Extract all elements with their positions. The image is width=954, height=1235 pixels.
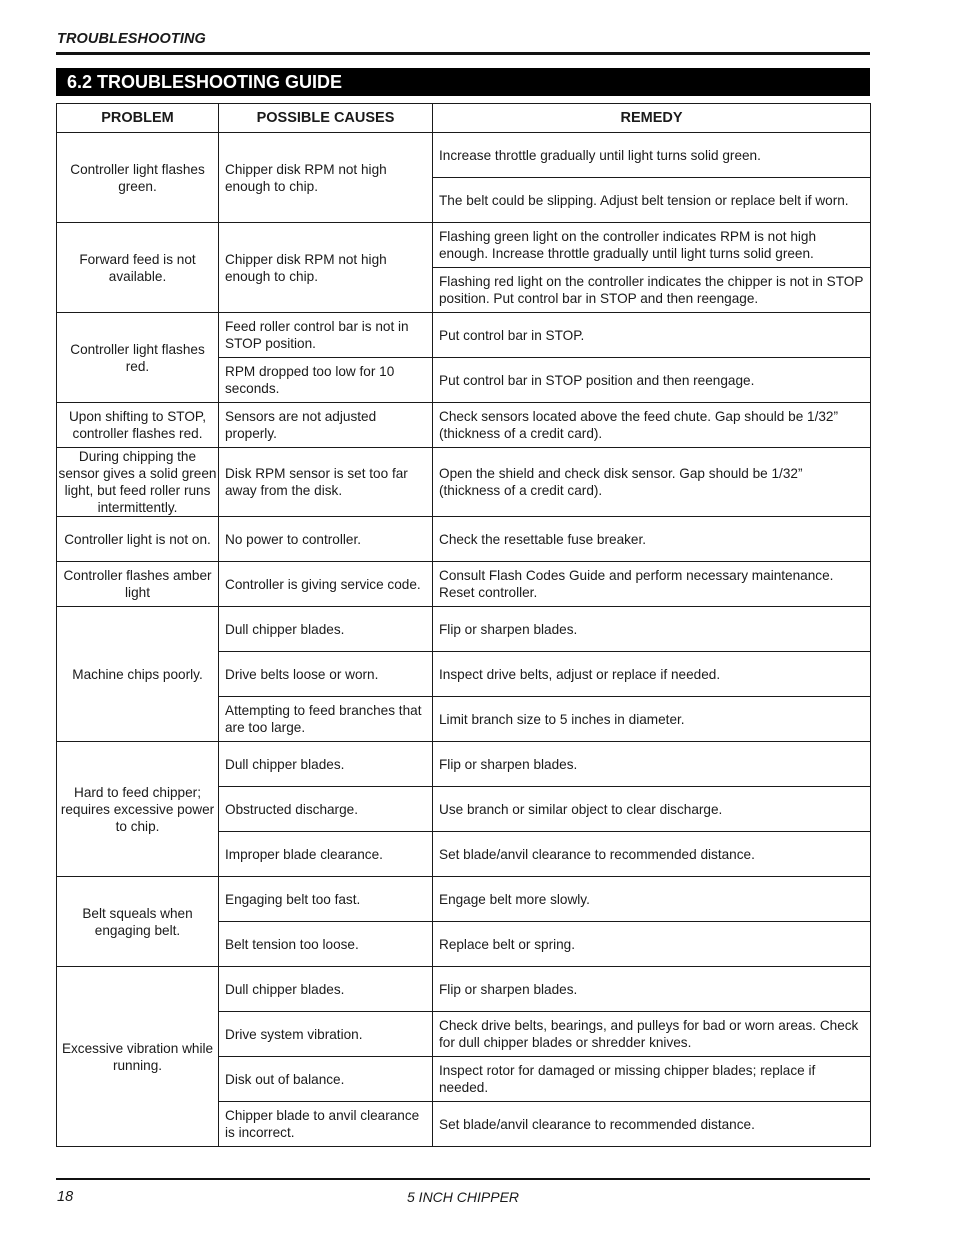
table-row	[57, 607, 871, 652]
cause-cell: Dull chipper blades.	[219, 967, 433, 1012]
troubleshooting-table	[56, 103, 871, 1147]
footer-rule	[56, 1178, 870, 1180]
cause-cell: Feed roller control bar is not in STOP position.	[219, 313, 433, 358]
problem-cell: Controller flashes amber light	[57, 562, 219, 607]
running-header: TROUBLESHOOTING	[57, 31, 206, 47]
table-row	[57, 967, 871, 1012]
table-row	[57, 133, 871, 178]
remedy-cell: Flashing red light on the controller indicates the chipper is not in STOP position. Put control bar in STOP and then reengage.	[433, 268, 871, 313]
table-row	[57, 562, 871, 607]
cause-cell: Dull chipper blades.	[219, 607, 433, 652]
remedy-cell: Limit branch size to 5 inches in diameter.	[433, 697, 871, 742]
problem-cell: Excessive vibration while running.	[57, 967, 219, 1147]
remedy-cell: Set blade/anvil clearance to recommended distance.	[433, 832, 871, 877]
cause-cell: Chipper blade to anvil clearance is incorrect.	[219, 1102, 433, 1147]
header-rule	[56, 52, 870, 55]
remedy-cell: Replace belt or spring.	[433, 922, 871, 967]
cause-cell: Belt tension too loose.	[219, 922, 433, 967]
problem-cell: Upon shifting to STOP, controller flashes red.	[57, 403, 219, 448]
remedy-cell: Inspect drive belts, adjust or replace if needed.	[433, 652, 871, 697]
column-header-remedy: REMEDY	[433, 104, 871, 133]
column-header-problem: PROBLEM	[57, 104, 219, 133]
cause-cell: Drive system vibration.	[219, 1012, 433, 1057]
remedy-cell: Put control bar in STOP.	[433, 313, 871, 358]
column-header-causes: POSSIBLE CAUSES	[219, 104, 433, 133]
remedy-cell: Flip or sharpen blades.	[433, 607, 871, 652]
problem-cell: Forward feed is not available.	[57, 223, 219, 313]
cause-cell: RPM dropped too low for 10 seconds.	[219, 358, 433, 403]
remedy-cell: Flashing green light on the controller indicates RPM is not high enough. Increase throttle gradually until light turns solid green.	[433, 223, 871, 268]
remedy-cell: Engage belt more slowly.	[433, 877, 871, 922]
problem-cell: Hard to feed chipper; requires excessive power to chip.	[57, 742, 219, 877]
cause-cell: Obstructed discharge.	[219, 787, 433, 832]
remedy-cell: Put control bar in STOP position and then reengage.	[433, 358, 871, 403]
remedy-cell: Set blade/anvil clearance to recommended distance.	[433, 1102, 871, 1147]
cause-cell: Attempting to feed branches that are too large.	[219, 697, 433, 742]
cause-cell: Chipper disk RPM not high enough to chip.	[219, 223, 433, 313]
problem-cell: Machine chips poorly.	[57, 607, 219, 742]
table-row	[57, 742, 871, 787]
section-title-bar: 6.2 TROUBLESHOOTING GUIDE	[56, 68, 870, 96]
cause-cell: Disk RPM sensor is set too far away from the disk.	[219, 448, 433, 517]
problem-cell: Controller light flashes green.	[57, 133, 219, 223]
table-row	[57, 877, 871, 922]
table-row	[57, 313, 871, 358]
remedy-cell: Check sensors located above the feed chute. Gap should be 1/32” (thickness of a credit card).	[433, 403, 871, 448]
table-row	[57, 403, 871, 448]
cause-cell: No power to controller.	[219, 517, 433, 562]
remedy-cell: Use branch or similar object to clear discharge.	[433, 787, 871, 832]
table-header-row	[57, 104, 871, 133]
remedy-cell: Check the resettable fuse breaker.	[433, 517, 871, 562]
remedy-cell: Increase throttle gradually until light turns solid green.	[433, 133, 871, 178]
cause-cell: Drive belts loose or worn.	[219, 652, 433, 697]
remedy-cell: Flip or sharpen blades.	[433, 742, 871, 787]
cause-cell: Engaging belt too fast.	[219, 877, 433, 922]
remedy-cell: Check drive belts, bearings, and pulleys for bad or worn areas. Check for dull chipper blades or shredder knives.	[433, 1012, 871, 1057]
footer-doc-title: 5 INCH CHIPPER	[407, 1189, 520, 1205]
remedy-cell: The belt could be slipping. Adjust belt tension or replace belt if worn.	[433, 178, 871, 223]
cause-cell: Sensors are not adjusted properly.	[219, 403, 433, 448]
cause-cell: Controller is giving service code.	[219, 562, 433, 607]
cause-cell: Chipper disk RPM not high enough to chip.	[219, 133, 433, 223]
cause-cell: Dull chipper blades.	[219, 742, 433, 787]
remedy-cell: Open the shield and check disk sensor. Gap should be 1/32” (thickness of a credit card).	[433, 448, 871, 517]
remedy-cell: Flip or sharpen blades.	[433, 967, 871, 1012]
problem-cell: Belt squeals when engaging belt.	[57, 877, 219, 967]
cause-cell: Disk out of balance.	[219, 1057, 433, 1102]
remedy-cell: Consult Flash Codes Guide and perform necessary maintenance. Reset controller.	[433, 562, 871, 607]
remedy-cell: Inspect rotor for damaged or missing chipper blades; replace if needed.	[433, 1057, 871, 1102]
problem-cell: Controller light flashes red.	[57, 313, 219, 403]
problem-cell: During chipping the sensor gives a solid green light, but feed roller runs intermittently.	[57, 448, 219, 517]
problem-cell: Controller light is not on.	[57, 517, 219, 562]
table-body	[57, 133, 871, 1147]
table-row	[57, 517, 871, 562]
table-row	[57, 223, 871, 268]
page-number: 18	[57, 1189, 74, 1205]
table-row	[57, 448, 871, 517]
cause-cell: Improper blade clearance.	[219, 832, 433, 877]
